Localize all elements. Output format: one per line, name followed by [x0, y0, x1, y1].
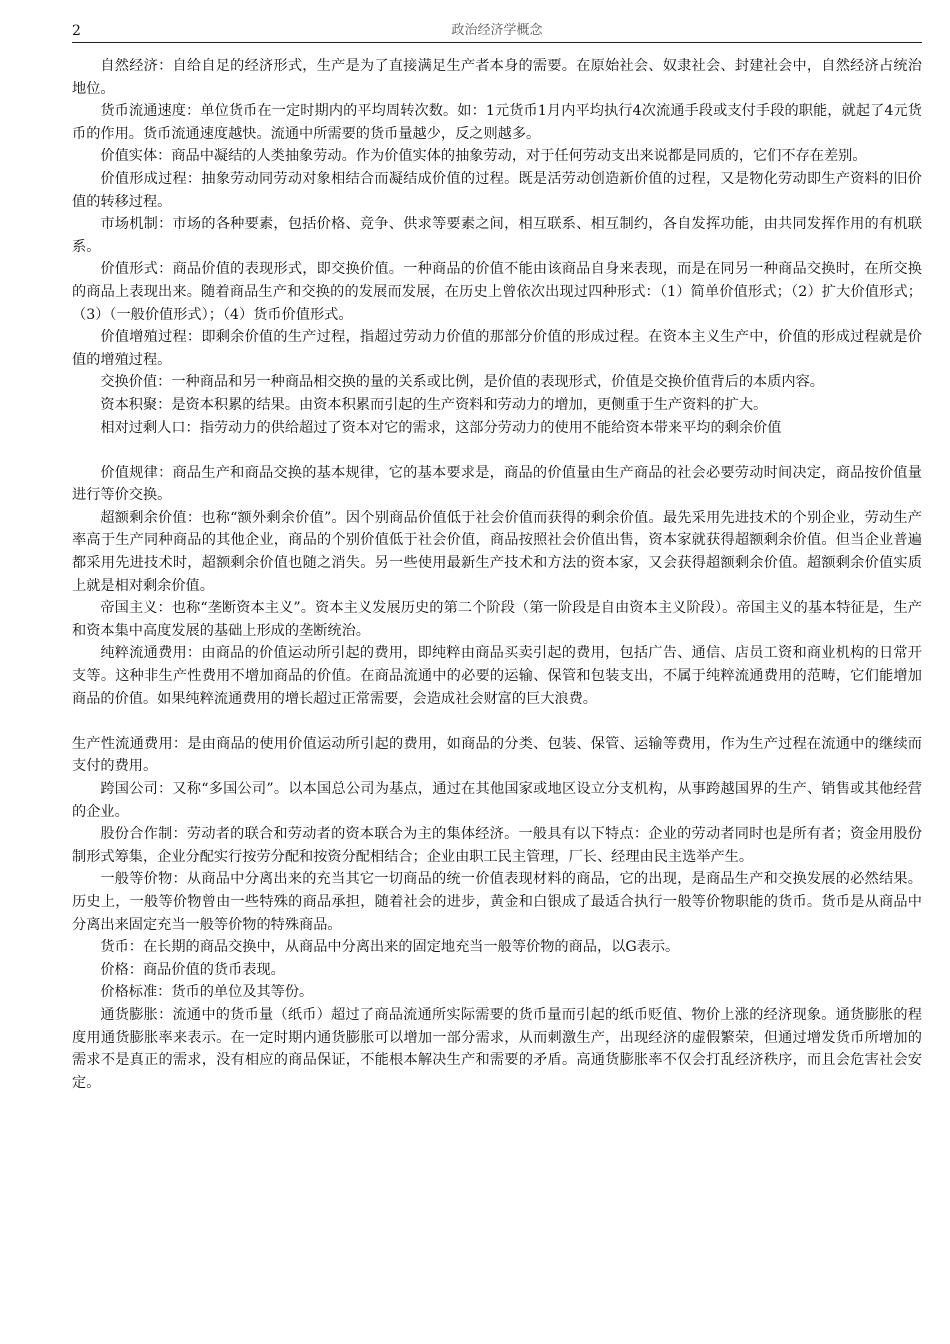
page-number: 2: [72, 23, 81, 39]
blank-line: [72, 710, 922, 733]
paragraph-general-equivalent: 一般等价物：从商品中分离出来的充当其它一切商品的统一价值表现材料的商品，它的出现，是商品生产和交换发展的必然结果。历史上，一般等价物曾由一些特殊的商品承担，随着社会的进步，黄金和白银成了最适合执行一般等价物职能的货币。货币是从商品中分离出来固定充当一般等价物的特殊商品。: [72, 871, 922, 933]
paragraph-surplus-population: 相对过剩人口：指劳动力的供给超过了资本对它的需求，这部分劳动力的使用不能给资本带来平均的剩余价值: [100, 419, 782, 436]
paragraph-price: 价格：商品价值的货币表现。: [100, 961, 285, 978]
paragraph-law-of-value: 价值规律：商品生产和商品交换的基本规律，它的基本要求是，商品的价值量由生产商品的社会必要劳动时间决定，商品按价值量进行等价交换。: [72, 464, 922, 504]
paragraph-value-formation: 价值形成过程：抽象劳动同劳动对象相结合而凝结成价值的过程。既是活劳动创造新价值的过程，又是物化劳动即生产资料的旧价值的转移过程。: [72, 170, 922, 210]
paragraph-market-mechanism: 市场机制：市场的各种要素，包括价格、竞争、供求等要素之间，相互联系、相互制约，各自发挥功能，由共同发挥作用的有机联系。: [72, 216, 922, 255]
paragraph-exchange-value: 交换价值：一种商品和另一种商品相交换的量的关系或比例，是价值的表现形式，价值是交换价值背后的本质内容。: [100, 374, 824, 391]
page-header: [72, 22, 922, 43]
paragraph-value-substance: 价值实体：商品中凝结的人类抽象劳动。作为价值实体的抽象劳动，对于任何劳动支出来说都是同质的，它们不存在差别。: [100, 148, 867, 165]
paragraph-natural-economy: 自然经济：自给自足的经济形式，生产是为了直接满足生产者本身的需要。在原始社会、奴隶社会、封建社会中，自然经济占统治地位。: [72, 58, 922, 97]
paragraph-price-standard: 价格标准：货币的单位及其等份。: [100, 984, 314, 1001]
paragraph-multinational: 跨国公司：又称“多国公司”。以本国总公司为基点，通过在其他国家或地区设立分支机构，从事跨越国界的生产、销售或其他经营的企业。: [72, 781, 922, 820]
running-title: 政治经济学概念: [451, 23, 543, 38]
paragraph-excess-surplus-value: 超额剩余价值：也称“额外剩余价值”。因个别商品价值低于社会价值而获得的剩余价值。最先采用先进技术的个别企业，劳动生产率高于生产同种商品的其他企业，商品的个别价值低于社会价值，商品按照社会价值出售，资本家就获得超额剩余价值。但当企业普遍都采用先进技术时，超额剩余价值也随之消失。另一些使用最新生产技术和方法的资本家，又会获得超额剩余价值。超额剩余价值实质上就是相对剩余价值。: [72, 509, 922, 594]
paragraph-productive-circulation-cost: 生产性流通费用：是由商品的使用价值运动所引起的费用，如商品的分类、包装、保管、运输等费用，作为生产过程在流通中的继续而支付的费用。: [72, 735, 922, 775]
paragraph-inflation: 通货膨胀：流通中的货币量（纸币）超过了商品流通所实际需要的货币量而引起的纸币贬值、物价上涨的经济现象。通货膨胀的程度用通货膨胀率来表示。在一定时期内通货膨胀可以增加一部分需求，从而刺激生产，出现经济的虚假繁荣，但通过增发货币所增加的需求不是真正的需求，没有相应的商品保证，不能根本解决生产和需要的矛盾。高通货膨胀率不仅会打乱经济秩序，而且会危害社会安定。: [72, 1006, 922, 1091]
paragraph-valorization: 价值增殖过程：即剩余价值的生产过程，指超过劳动力价值的那部分价值的形成过程。在资本主义生产中，价值的形成过程就是价值的增殖过程。: [72, 329, 922, 368]
paragraph-imperialism: 帝国主义：也称“垄断资本主义”。资本主义发展历史的第二个阶段（第一阶段是自由资本主义阶段）。帝国主义的基本特征是，生产和资本集中高度发展的基础上形成的垄断统治。: [72, 600, 922, 639]
paragraph-value-form: 价值形式：商品价值的表现形式，即交换价值。一种商品的价值不能由该商品自身来表现，而是在同另一种商品交换时，在所交换的商品上表现出来。随着商品生产和交换的的发展而发展，在历史上曾依次出现过四种形式：（1）简单价值形式；（2）扩大价值形式；（3）（一般价值形式）；（4）货币价值形式。: [72, 261, 922, 323]
paragraph-joint-stock-cooperative: 股份合作制：劳动者的联合和劳动者的资本联合为主的集体经济。一般具有以下特点：企业的劳动者同时也是所有者；资金用股份制形式筹集，企业分配实行按劳分配和按资分配相结合；企业由职工民主管理，厂长、经理由民主选举产生。: [72, 826, 922, 865]
paragraph-money-velocity: 货币流通速度：单位货币在一定时期内的平均周转次数。如：1元货币1月内平均执行4次流通手段或支付手段的职能，就起了4元货币的作用。货币流通速度越快。流通中所需要的货币量越少，反之则越多。: [72, 103, 922, 142]
blank-line: [72, 439, 922, 462]
body-text: [72, 55, 922, 1094]
paragraph-pure-circulation-cost: 纯粹流通费用：由商品的价值运动所引起的费用，即纯粹由商品买卖引起的费用，包括广告、通信、店员工资和商业机构的日常开支等。这种非生产性费用不增加商品的价值。在商品流通中的必要的运输、保管和包装支出，不属于纯粹流通费用的范畴，它们能增加商品的价值。如果纯粹流通费用的增长超过正常需要，会造成社会财富的巨大浪费。: [72, 645, 922, 707]
paragraph-capital-concentration: 资本积聚：是资本积累的结果。由资本积累而引起的生产资料和劳动力的增加，更侧重于生产资料的扩大。: [100, 396, 768, 413]
paragraph-money: 货币：在长期的商品交换中，从商品中分离出来的固定地充当一般等价物的商品，以G表示。: [100, 939, 680, 956]
